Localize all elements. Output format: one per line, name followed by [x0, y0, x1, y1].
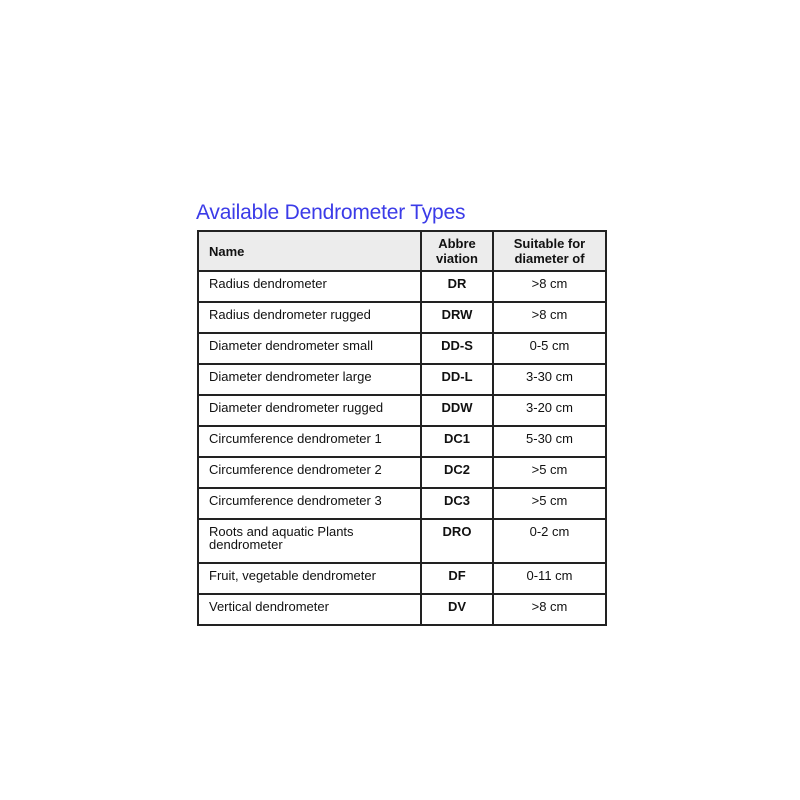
table-row — [198, 426, 606, 457]
cell-name: Fruit, vegetable dendrometer — [198, 563, 421, 594]
dendrometer-types-table — [197, 230, 607, 626]
cell-abbreviation: DC3 — [421, 488, 493, 519]
cell-abbreviation: DDW — [421, 395, 493, 426]
table-row — [198, 457, 606, 488]
column-header-diameter — [493, 231, 606, 271]
table-row — [198, 395, 606, 426]
cell-abbreviation: DD-L — [421, 364, 493, 395]
cell-name: Circumference dendrometer 1 — [198, 426, 421, 457]
column-header-abbreviation-line2: viation — [436, 251, 478, 266]
table-header-row — [198, 231, 606, 271]
cell-abbreviation: DF — [421, 563, 493, 594]
cell-diameter: >8 cm — [493, 302, 606, 333]
table-row — [198, 519, 606, 563]
cell-diameter: >5 cm — [493, 457, 606, 488]
cell-abbreviation: DD-S — [421, 333, 493, 364]
cell-name: Roots and aquatic Plants dendrometer — [198, 519, 421, 563]
column-header-diameter-line2: diameter of — [514, 251, 585, 266]
table-row — [198, 333, 606, 364]
cell-diameter: 0-5 cm — [493, 333, 606, 364]
cell-diameter: 0-11 cm — [493, 563, 606, 594]
cell-name: Diameter dendrometer small — [198, 333, 421, 364]
cell-name: Diameter dendrometer large — [198, 364, 421, 395]
cell-diameter: 5-30 cm — [493, 426, 606, 457]
cell-diameter: >8 cm — [493, 271, 606, 302]
page-title: Available Dendrometer Types — [196, 201, 466, 224]
table-row — [198, 594, 606, 625]
cell-abbreviation: DC1 — [421, 426, 493, 457]
column-header-diameter-line1: Suitable for — [513, 236, 586, 251]
cell-diameter: >8 cm — [493, 594, 606, 625]
cell-name: Radius dendrometer — [198, 271, 421, 302]
cell-abbreviation: DC2 — [421, 457, 493, 488]
cell-name: Vertical dendrometer — [198, 594, 421, 625]
cell-abbreviation: DV — [421, 594, 493, 625]
column-header-abbreviation — [421, 231, 493, 271]
cell-abbreviation: DRO — [421, 519, 493, 563]
table-row — [198, 488, 606, 519]
table-row — [198, 364, 606, 395]
cell-abbreviation: DR — [421, 271, 493, 302]
table-row — [198, 302, 606, 333]
cell-abbreviation: DRW — [421, 302, 493, 333]
cell-name: Circumference dendrometer 2 — [198, 457, 421, 488]
table-row — [198, 271, 606, 302]
cell-diameter: >5 cm — [493, 488, 606, 519]
cell-diameter: 0-2 cm — [493, 519, 606, 563]
cell-diameter: 3-30 cm — [493, 364, 606, 395]
cell-name: Circumference dendrometer 3 — [198, 488, 421, 519]
cell-name: Diameter dendrometer rugged — [198, 395, 421, 426]
table-row — [198, 563, 606, 594]
column-header-name: Name — [198, 231, 421, 271]
cell-diameter: 3-20 cm — [493, 395, 606, 426]
cell-name: Radius dendrometer rugged — [198, 302, 421, 333]
column-header-abbreviation-line1: Abbre — [438, 236, 476, 251]
